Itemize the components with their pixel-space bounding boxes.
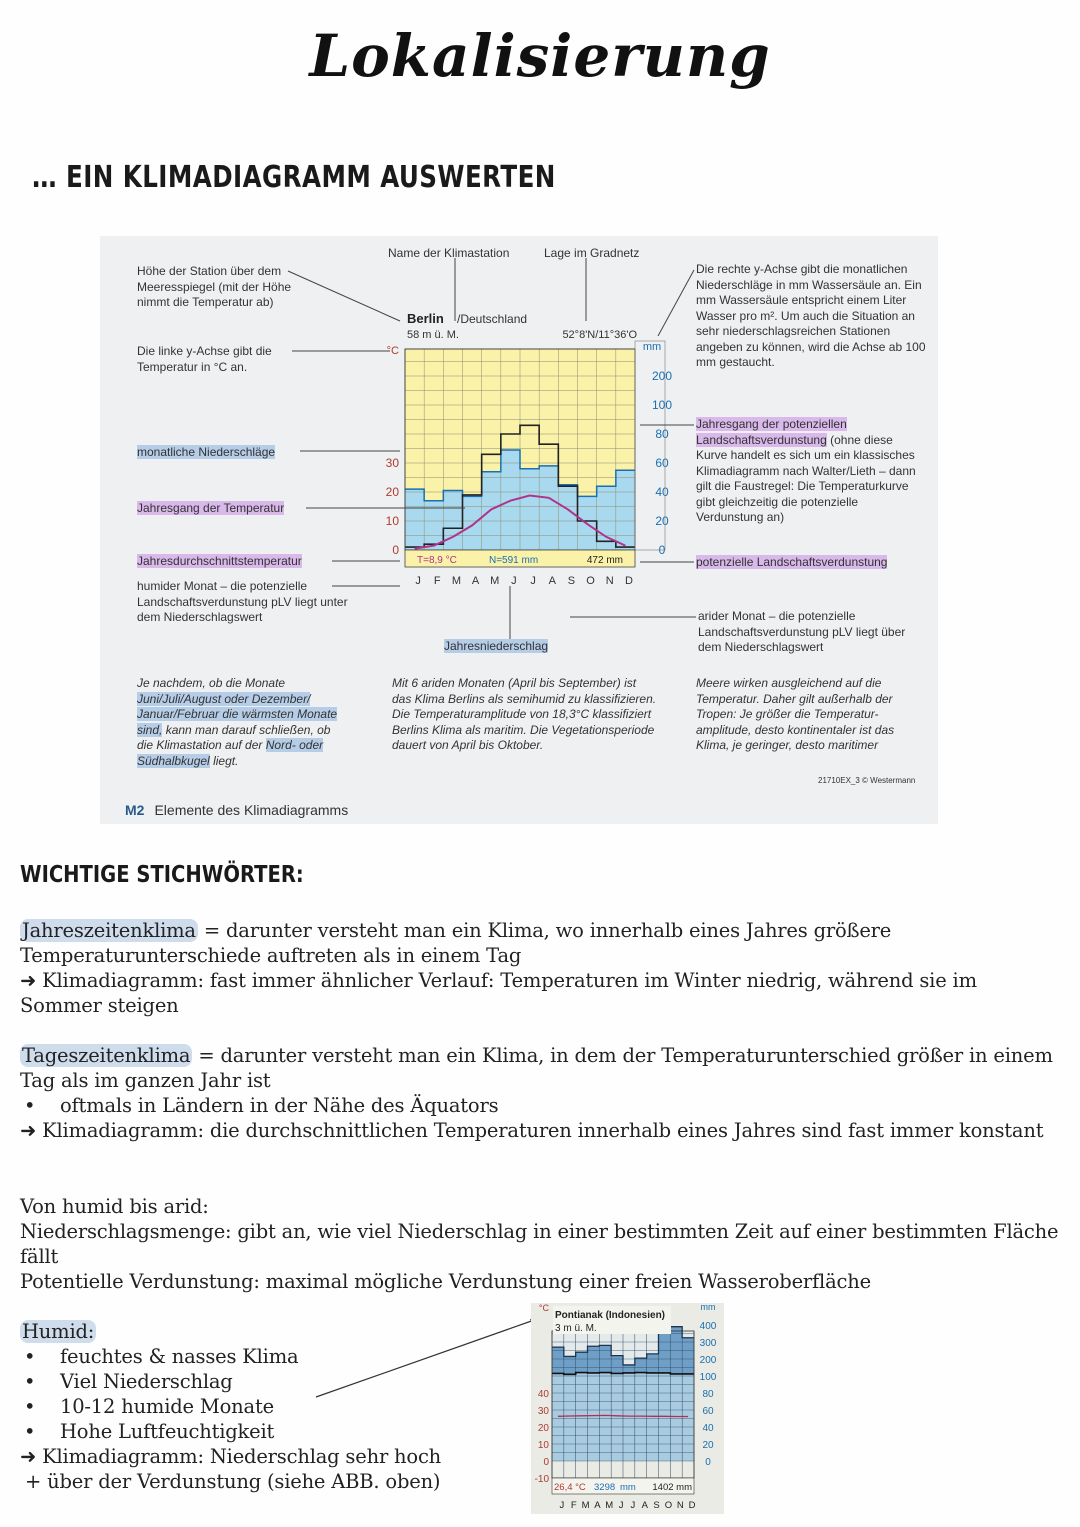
precip-bar <box>443 491 462 550</box>
arrow-tageszeitenklima: ➜ Klimadiagramm: die durchschnittlichen Temperaturen innerhalb eines Jahres sind fast immer konstant <box>20 1119 1044 1142</box>
month-label: F <box>433 575 442 587</box>
pont-month-label: M <box>605 1500 614 1511</box>
label-linke-y-achse: Die linke y-Achse gibt die Temperatur in °C an. <box>137 344 272 374</box>
label-pot-jahresgang: Jahresgang der potenziellen Landschaftsverdunstung (ohne diese Kurve handelt es sich um ein klassisches Klimadiagramm nach Walter/Lieth – dann gilt die Faustregel: Die Temperaturkurve gibt gleichzeitig die potenzielle Verdunstung an) <box>696 417 916 524</box>
pont-left-tick: 0 <box>543 1457 549 1468</box>
pont-left-tick: 20 <box>537 1423 549 1434</box>
pont-right-tick: 200 <box>699 1355 717 1366</box>
month-label: N <box>605 575 615 587</box>
station-country: /Deutschland <box>457 312 528 326</box>
precip-bar <box>482 472 501 550</box>
pont-right-tick: 60 <box>702 1406 714 1417</box>
page-title: Lokalisierung <box>309 22 771 90</box>
pont-right-tick: 300 <box>699 1338 717 1349</box>
pont-pev-area <box>670 1374 682 1461</box>
pont-pev-area <box>647 1373 659 1461</box>
pont-pev-area <box>599 1373 611 1461</box>
precip-bar <box>539 466 558 550</box>
pont-pev-total: 1402 mm <box>652 1482 692 1493</box>
pont-month-label: O <box>664 1500 673 1511</box>
pont-left-tick: 10 <box>537 1440 549 1451</box>
climate-diagram-figure <box>100 236 938 824</box>
left-axis-unit: °C <box>386 345 399 357</box>
humid-bullet-3: • 10-12 humide Monate <box>20 1394 520 1419</box>
pont-right-tick: 20 <box>702 1440 714 1451</box>
right-tick-label: 200 <box>651 369 673 383</box>
month-label: S <box>567 575 577 587</box>
pont-month-label: J <box>618 1500 624 1511</box>
note-hemisphere: Je nachdem, ob die Monate Juni/Juli/August oder Dezember/ Januar/Februar die wärmsten Monate sind, kann man darauf schließen, ob die Klimastation auf der Nord- oder Südhalbkugel liegt. <box>137 676 338 768</box>
pont-month-label: A <box>594 1500 601 1511</box>
station-height: 58 m ü. M. <box>407 329 459 341</box>
precip-bar <box>520 469 539 550</box>
arrow-hoehe <box>288 271 400 321</box>
pont-precip-total: 3298 <box>594 1482 616 1493</box>
left-tick-label: 30 <box>385 456 399 470</box>
pointer-line <box>300 1310 560 1410</box>
berlin-climate-chart <box>100 236 938 656</box>
left-tick-label: 0 <box>392 543 399 557</box>
term-tageszeitenklima: Tageszeitenklima <box>22 1044 191 1067</box>
pont-month-label: F <box>570 1500 577 1511</box>
pontianak-chart-svg <box>531 1303 724 1514</box>
month-label: A <box>471 575 481 587</box>
pont-station-name: Pontianak (Indonesien) <box>555 1310 666 1321</box>
pont-month-label: S <box>653 1500 660 1511</box>
section-tageszeitenklima <box>20 1043 1060 1143</box>
bullet-aequator: • oftmals in Ländern in der Nähe des Äquators <box>20 1093 1060 1118</box>
pont-right-tick: 0 <box>705 1457 711 1468</box>
pont-right-tick: 40 <box>702 1423 714 1434</box>
def-jahreszeitenklima: = darunter versteht man ein Klima, wo innerhalb eines Jahres größere Temperaturunterschiede auftreten als in einem Tag <box>20 919 892 967</box>
pont-left-tick: 40 <box>537 1389 549 1400</box>
pont-month-label: M <box>581 1500 590 1511</box>
label-humider-monat: humider Monat – die potenzielle Landschaftsverdunstung pLV liegt unter dem Niederschlagswert <box>137 579 348 624</box>
pont-month-label: N <box>676 1500 684 1511</box>
humid-bullet-2: • Viel Niederschlag <box>20 1369 520 1394</box>
right-axis-unit: mm <box>642 341 662 353</box>
month-label: A <box>548 575 557 587</box>
pont-mean-temp: 26,4 °C <box>554 1482 586 1493</box>
right-tick-label: 40 <box>655 485 669 499</box>
left-tick-label: 20 <box>385 485 399 499</box>
humid-plus: + über der Verdunstung (siehe ABB. oben) <box>25 1470 441 1493</box>
pont-station-height: 3 m ü. M. <box>555 1323 597 1334</box>
line-potentielle-verdunstung: Potentielle Verdunstung: maximal mögliche Verdunstung einer freien Wasseroberfläche <box>20 1270 871 1293</box>
humid-bullet-4: • Hohe Luftfeuchtigkeit <box>20 1419 520 1444</box>
term-humid: Humid: <box>22 1320 95 1343</box>
month-label: M <box>451 575 463 587</box>
right-tick-label: 60 <box>655 456 669 470</box>
pont-month-label: A <box>641 1500 648 1511</box>
label-hoehe: Höhe der Station über dem Meeresspiegel (mit der Höhe nimmt die Temperatur ab) <box>137 264 292 309</box>
precip-bar <box>463 496 482 550</box>
pont-right-tick: 80 <box>702 1389 714 1400</box>
left-tick-label: 10 <box>385 514 399 528</box>
pont-left-unit: °C <box>538 1303 549 1313</box>
month-label: J <box>511 575 518 587</box>
humid-bullet-1: • feuchtes & nasses Klima <box>20 1344 520 1369</box>
arrow-rechte-y <box>658 270 694 336</box>
right-tick-label: 0 <box>658 543 666 557</box>
right-tick-label: 80 <box>655 427 669 441</box>
month-label: J <box>415 575 422 587</box>
arrow-jahreszeitenklima: ➜ Klimadiagramm: fast immer ähnlicher Verlauf: Temperaturen im Winter niedrig, während sie im Sommer steigen <box>20 969 977 1017</box>
pont-month-label: D <box>688 1500 696 1511</box>
pont-pev-area <box>576 1373 588 1461</box>
label-jahresniederschlag: Jahresniederschlag <box>444 639 549 653</box>
precip-bar <box>405 489 424 550</box>
pont-right-tick: 100 <box>699 1372 717 1383</box>
station-name: Berlin <box>407 311 444 326</box>
month-label: M <box>490 575 501 587</box>
pont-pev-area <box>611 1373 623 1461</box>
pont-pev-area <box>588 1373 600 1461</box>
line-niederschlagsmenge: Niederschlagsmenge: gibt an, wie viel Niederschlag in einer bestimmten Zeit auf einer bestimmten Fläche fällt <box>20 1220 1059 1268</box>
pont-precip-unit: mm <box>620 1482 636 1493</box>
month-label: O <box>586 575 596 587</box>
pont-month-label: J <box>630 1500 636 1511</box>
month-label: D <box>624 575 634 587</box>
station-coords: 52°8'N/11°36'O <box>562 329 637 341</box>
precip-bar <box>558 485 577 550</box>
pont-pev-area <box>552 1373 564 1461</box>
section-subtitle: … EIN KLIMADIAGRAMM AUSWERTEN <box>32 160 556 195</box>
pont-left-tick: 30 <box>537 1406 549 1417</box>
line-von-humid-bis-arid: Von humid bis arid: <box>20 1195 209 1218</box>
right-tick-label: 100 <box>651 398 673 412</box>
note-berlin-klassifikation: Mit 6 ariden Monaten (April bis September) ist das Klima Berlins als semihumid zu klassifizieren. Die Temperaturamplitude von 18,3°C klassifiziert Berlins Klima als maritim. Die Vegetationsperiode dauert von April bis Oktober. <box>392 676 657 752</box>
right-tick-label: 20 <box>655 514 669 528</box>
def-tageszeitenklima: = darunter versteht man ein Klima, in dem der Temperaturunterschied größer in einem Tag als im ganzen Jahr ist <box>20 1044 1053 1092</box>
label-monatliche-niederschlaege: monatliche Niederschläge <box>137 445 276 459</box>
stichwoerter-heading: WICHTIGE STICHWÖRTER: <box>20 862 304 888</box>
section-humid-arid <box>20 1194 1060 1294</box>
pont-pev-area <box>623 1373 635 1461</box>
annual-pev: 472 mm <box>586 555 623 566</box>
label-station-name-header: Name der Klimastation <box>388 246 510 260</box>
pont-right-unit: mm <box>700 1303 716 1312</box>
section-jahreszeitenklima <box>20 918 1060 1018</box>
copyright: 21710EX_3 © Westermann <box>818 776 916 785</box>
pontianak-climate-chart <box>531 1303 724 1514</box>
precip-bar <box>616 470 635 550</box>
label-jahresgang-temperatur: Jahresgang der Temperatur <box>137 501 285 515</box>
humid-arrow: ➜ Klimadiagramm: Niederschlag sehr hoch <box>20 1445 442 1468</box>
pont-month-label: J <box>559 1500 565 1511</box>
label-rechte-y-achse: Die rechte y-Achse gibt die monatlichen Niederschläge in mm Wassersäule an. Ein mm Wassersäule entspricht einem Liter Wasser pro m². Um auch die Situation an sehr niederschlagsreichen Stationen angeben zu können, wird die Achse ab 100 mm gestaucht. <box>696 262 926 369</box>
label-pot-landschaftsverdunstung: potenzielle Landschaftsverdunstung <box>696 555 888 569</box>
pont-right-tick: 400 <box>699 1321 717 1332</box>
term-jahreszeitenklima: Jahreszeitenklima <box>22 919 196 942</box>
figure-caption: M2 Elemente des Klimadiagramms <box>125 802 349 818</box>
mean-temperature: T=8,9 °C <box>417 555 457 566</box>
annual-precipitation: N=591 mm <box>489 555 539 566</box>
label-arider-monat: arider Monat – die potenzielle Landschaftsverdunstung pLV liegt über dem Niederschlagswert <box>698 609 906 654</box>
pont-pev-area <box>564 1374 576 1461</box>
label-jahresdurchschnitt: Jahresdurchschnittstemperatur <box>137 554 302 568</box>
note-meere: Meere wirken ausgleichend auf die Temperatur. Daher gilt außerhalb der Tropen: Je größer die Temperatur-amplitude, desto kontinentaler ist das Klima, je geringer, desto maritimer <box>696 676 895 752</box>
label-lage-header: Lage im Gradnetz <box>544 246 640 260</box>
month-label: J <box>530 575 537 587</box>
pont-pev-area <box>682 1374 694 1461</box>
pont-left-tick: -10 <box>534 1474 549 1485</box>
